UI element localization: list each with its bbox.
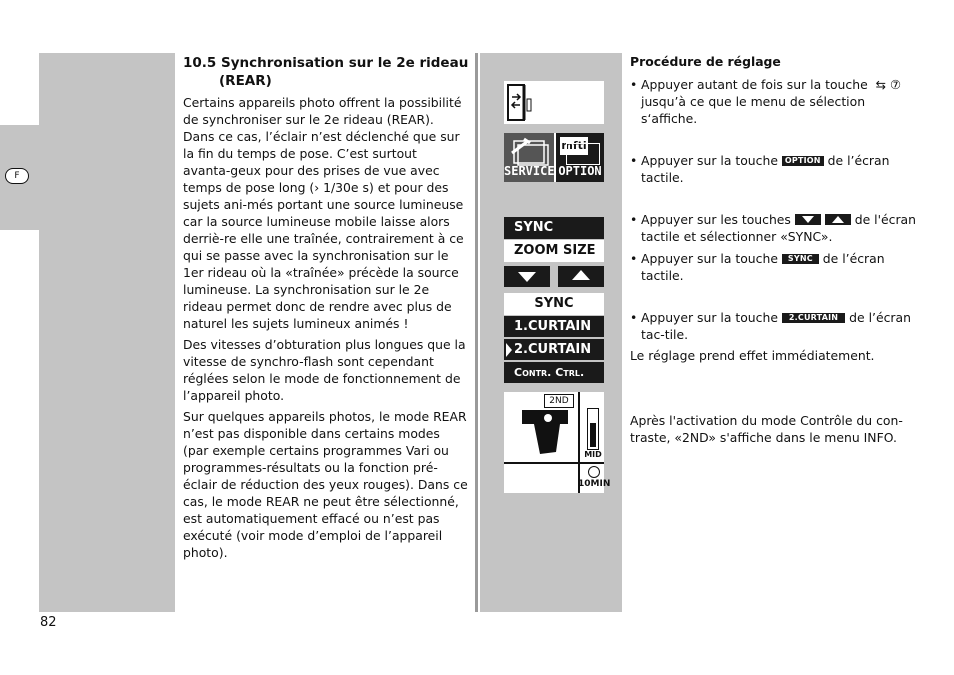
screen-mode-button xyxy=(504,81,604,124)
screen-info xyxy=(504,392,611,493)
info-mid-label: MID xyxy=(584,450,602,459)
service-button[interactable] xyxy=(504,133,554,182)
step-2-text-a: Appuyer sur la touche xyxy=(641,153,778,168)
procedure-section xyxy=(630,53,920,473)
sync-menu-item[interactable]: SYNC xyxy=(504,217,604,239)
step-2-text-b: de l’écran tactile. xyxy=(641,153,890,185)
screen-menu-select xyxy=(504,133,604,182)
step-5: • Appuyer sur la touche 2.CURTAIN de l’écran tac-tile. xyxy=(630,310,911,342)
service-label: SERVICE xyxy=(504,164,555,178)
info-10min-label: 10MIN xyxy=(578,479,611,489)
left-gray-column xyxy=(39,53,175,612)
page-number: 82 xyxy=(40,615,57,630)
step-1: • Appuyer autant de fois sur la touche ⇆ ⑦ jusqu’à ce que le menu de sélection s‘affiche. xyxy=(630,77,902,126)
option-label: OPTION xyxy=(558,164,602,178)
section-title-line2: (REAR) xyxy=(219,73,272,89)
contrast-control-button[interactable]: Contr. Ctrl. xyxy=(504,362,604,383)
level-gauge xyxy=(587,408,599,450)
step-2: • Appuyer sur la touche OPTION de l’écran tactile. xyxy=(630,153,890,185)
procedure-heading: Procédure de réglage xyxy=(630,54,781,69)
screen-sync-options xyxy=(504,293,604,383)
wrench-icon xyxy=(504,133,554,167)
option-key-label: OPTION xyxy=(782,156,824,166)
sync-title: SYNC xyxy=(504,293,604,315)
body-text xyxy=(183,94,468,565)
arrow-down-key-icon xyxy=(795,214,821,225)
selected-marker-icon xyxy=(506,343,512,357)
flash-head-icon xyxy=(520,406,580,462)
mfti-icon: mfti xyxy=(560,137,588,155)
step-4: • Appuyer sur la touche SYNC de l’écran tactile. xyxy=(630,251,885,283)
step-4-text-b: de l’écran tactile. xyxy=(641,251,885,283)
language-badge: F xyxy=(5,168,29,184)
result-text: Le réglage prend effet immédiatement. xyxy=(630,348,875,363)
flash-mode-icon xyxy=(504,81,604,124)
stack-icon xyxy=(566,143,600,165)
option-button[interactable] xyxy=(556,133,604,182)
step-1-text-b: jusqu’à ce que le menu de sélection s‘affiche. xyxy=(641,94,866,126)
second-curtain-label: 2.CURTAIN xyxy=(514,342,592,357)
first-curtain-button[interactable]: 1.CURTAIN xyxy=(504,316,604,337)
step-5-text-a: Appuyer sur la touche xyxy=(641,310,778,325)
paragraph: Des vitesses d’obturation plus longues que la vitesse de synchro-flash sont cependant réglées selon le mode de fonctionnement de l’appareil photo. xyxy=(183,337,466,403)
paragraph: Sur quelques appareils photos, le mode REAR n’est pas disponible dans certains modes (par exemple certains programmes Vari ou programmes-résultats ou la fonction pré-éclair de réduction des yeux rouges). Dans ce cas, le mode REAR ne peut être sélectionné, est automatiquement effacé ou n’est pas exécuté (voir mode d’emploi de l’appareil photo). xyxy=(183,409,468,560)
info-divider xyxy=(578,392,580,493)
mode-key-icon: ⇆ ⑦ xyxy=(875,77,902,92)
step-5-text-b: de l’écran tac-tile. xyxy=(641,310,911,342)
arrow-up-button[interactable] xyxy=(558,266,604,287)
info-hline xyxy=(504,462,604,464)
second-curtain-button[interactable] xyxy=(504,339,604,360)
timer-icon xyxy=(588,466,600,478)
paragraph: Certains appareils photo offrent la possibilité de synchroniser sur le 2e rideau (REAR). Dans ce cas, l’éclair n’est déclenché que sur la fin du temps de pose. C’est surtout avanta-geux pour des prises de vue avec temps de pose long (› 1/30e s) et pour des sujets ani-més portant une source lumineuse car la source lumineuse mobile laisse alors derriè-re elle une traînée, contrairement à ce qui se passe avec la synchronisation sur le 1er rideau où la «traînée» précède la source lumineuse. La synchronisation sur le 2e rideau permet donc de rendre avec plus de naturel les sujets lumineux animés ! xyxy=(183,95,464,331)
column-divider xyxy=(475,53,478,612)
section-title xyxy=(183,54,473,90)
step-3: • Appuyer sur les touches de l'écran tactile et sélectionner «SYNC». xyxy=(630,212,917,244)
sync-key-label: SYNC xyxy=(782,254,819,264)
step-4-text-a: Appuyer sur la touche xyxy=(641,251,778,266)
step-3-text-a: Appuyer sur les touches xyxy=(641,212,791,227)
zoom-size-menu-item[interactable]: ZOOM SIZE xyxy=(504,240,604,262)
info-2nd-badge: 2ND xyxy=(544,394,574,408)
step-3-text-b: de l'écran tactile et sélectionner «SYNC». xyxy=(641,212,917,244)
second-curtain-key-label: 2.CURTAIN xyxy=(782,313,845,323)
screen-option-list xyxy=(504,217,604,289)
section-title-line1: 10.5 Synchronisation sur le 2e rideau xyxy=(183,55,469,71)
arrow-up-key-icon xyxy=(825,214,851,225)
arrow-down-button[interactable] xyxy=(504,266,550,287)
step-1-text-a: Appuyer autant de fois sur la touche xyxy=(641,77,868,92)
note-text: Après l'activation du mode Contrôle du con-traste, «2ND» s'affiche dans le menu INFO. xyxy=(630,413,903,445)
